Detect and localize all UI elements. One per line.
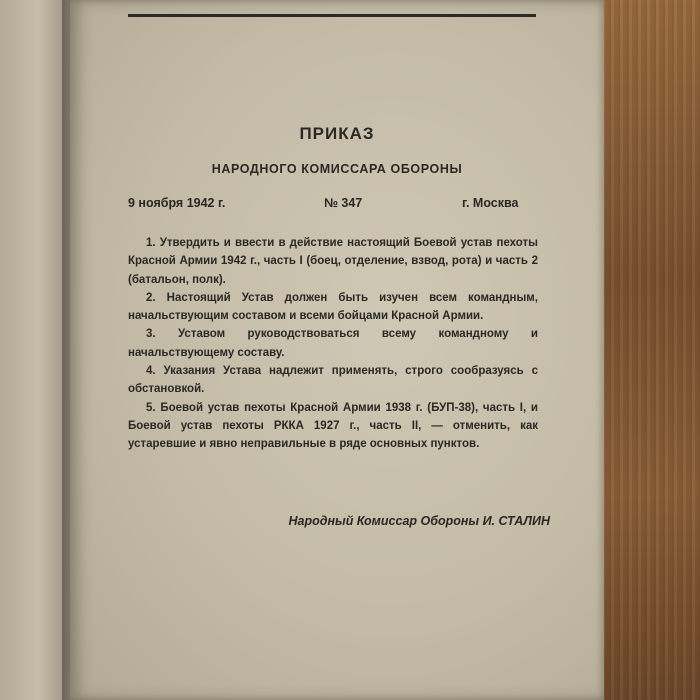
wooden-table-background [600, 0, 700, 700]
top-rule-line [128, 14, 536, 17]
order-body [128, 234, 538, 454]
book-page [70, 0, 604, 700]
order-number: № 347 [324, 196, 363, 210]
document-title: ПРИКАЗ [299, 124, 375, 143]
order-paragraph-4: 4. Указания Устава надлежит применять, строго сообразуясь с обстановкой. [128, 365, 538, 396]
signature-line: Народный Комиссар Обороны И. СТАЛИН [288, 514, 550, 528]
order-paragraph-5: 5. Боевой устав пехоты Красной Армии 1938 г. (БУП-38), часть I, и Боевой устав пехоты РККА 1927 г., часть II, — отменить, как устаревшие и явно неправильные в ряде основных пунктов. [128, 401, 538, 451]
order-paragraph-2: 2. Настоящий Устав должен быть изучен всем командным, начальствующим составом и всеми бойцами Красной Армии. [128, 291, 538, 323]
document-subtitle: НАРОДНОГО КОМИССАРА ОБОРОНЫ [211, 162, 463, 176]
order-paragraph-3: 3. Уставом руководствоваться всему командному и начальствующему составу. [128, 328, 538, 359]
previous-page-edge [0, 0, 70, 700]
order-city: г. Москва [462, 196, 519, 210]
order-paragraph-1: 1. Утвердить и ввести в действие настоящий Боевой устав пехоты Красной Армии 1942 г., часть I (боец, отделение, взвод, рота) и часть 2 (батальон, полк). [128, 237, 538, 286]
order-date: 9 ноября 1942 г. [128, 196, 226, 210]
